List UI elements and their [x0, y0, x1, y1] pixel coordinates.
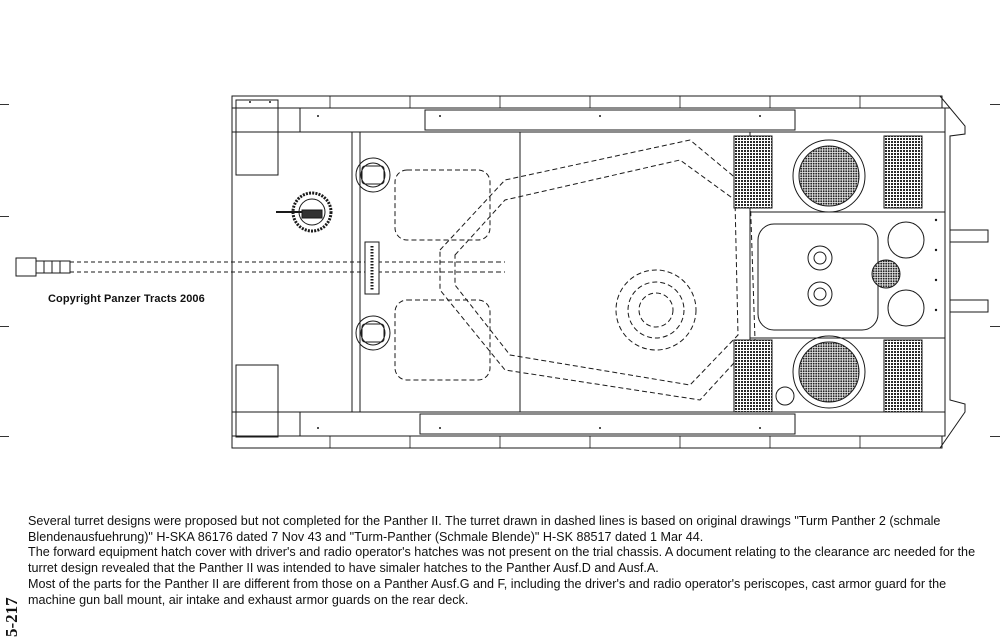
driver-hatch — [356, 158, 390, 192]
exhaust-pipe-top — [950, 230, 988, 242]
edge-tick — [990, 104, 1000, 105]
glacis-plate — [232, 132, 352, 412]
exhaust-pipe-bottom — [950, 300, 988, 312]
hull-outline — [232, 96, 965, 448]
page-number: 5-217 — [2, 597, 21, 637]
caption-text — [28, 514, 988, 608]
fuel-filler-cap — [888, 222, 924, 258]
cooling-fan-top — [793, 140, 865, 212]
air-intake-grille-left — [734, 136, 772, 208]
muzzle-brake — [16, 258, 70, 276]
edge-tick — [0, 104, 9, 105]
copyright-notice: Copyright Panzer Tracts 2006 — [48, 293, 205, 305]
right-track-guard — [232, 436, 942, 448]
edge-tick — [0, 436, 9, 437]
left-track-guard — [232, 96, 942, 108]
caption-paragraph: Most of the parts for the Panther II are different from those on a Panther Ausf.G and F, including the driver's and radio operator's periscopes, cast armor guard for the machine gun ball mount, air intake and exhaust armor guards on the rear deck. — [28, 576, 947, 607]
edge-tick — [990, 326, 1000, 327]
caption-paragraph: Several turret designs were proposed but not completed for the Panther II. The turret drawn in dashed lines is based on original drawings "Turm Panther 2 (schmale Blendenausfuehrung)" H-SKA 86176 dated 7 Nov 43 and "Turm-Panther (Schmale Blende)" H-SK 88517 dated 1 Mar 44. — [28, 514, 941, 544]
edge-tick — [0, 326, 9, 327]
radio-operator-hatch — [356, 316, 390, 350]
edge-tick — [0, 216, 9, 217]
caption-paragraph: The forward equipment hatch cover with driver's and radio operator's hatches was not present on the trial chassis. A document relating to the clearance arc needed for the turret design revealed that the Panther II was intended to have simaler hatches to the Panther Ausf.D and Ausf.A. — [28, 545, 976, 576]
edge-tick — [990, 436, 1000, 437]
engine-access-hatch — [758, 224, 878, 330]
air-intake-grille-right — [884, 136, 922, 208]
turret-outline — [395, 140, 755, 400]
gun-barrel — [70, 262, 440, 272]
cooling-fan-bottom — [793, 336, 865, 408]
